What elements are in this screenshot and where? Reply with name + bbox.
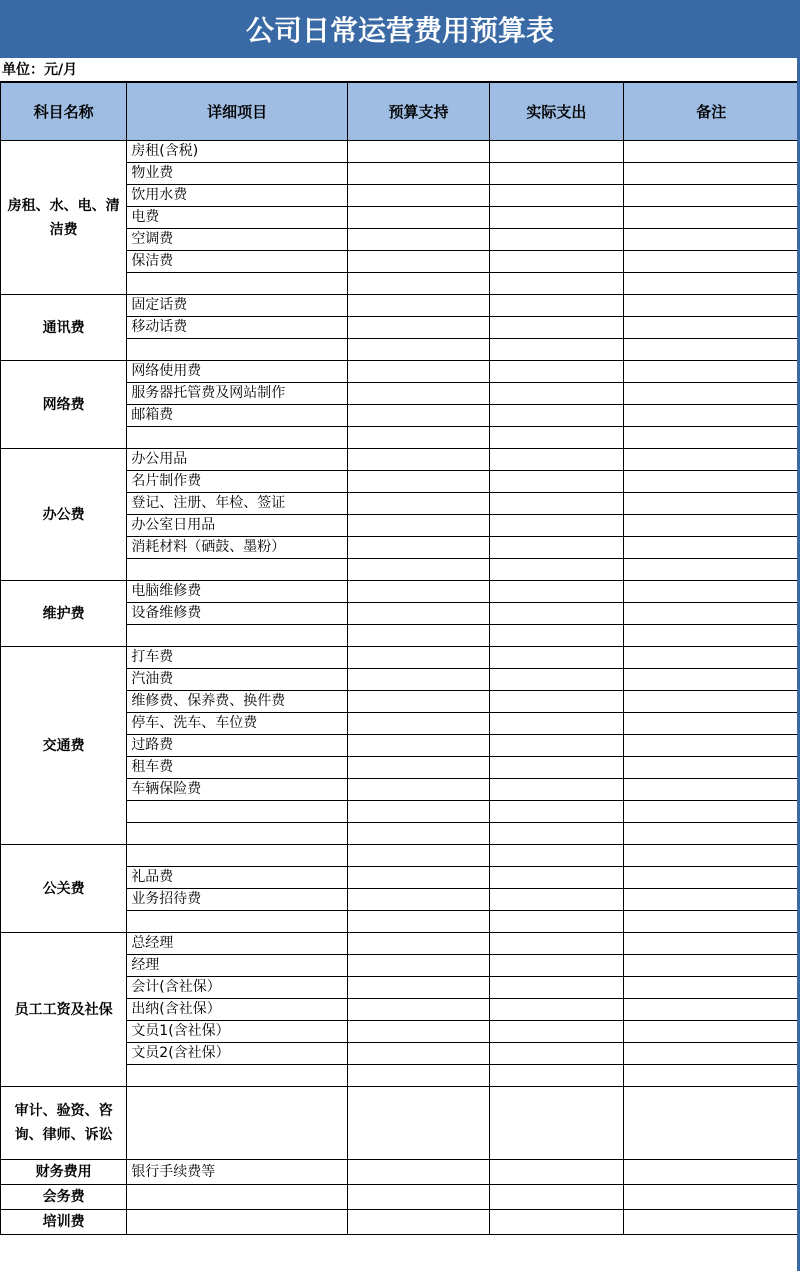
- actual-cell[interactable]: [490, 625, 623, 647]
- table-row: [1, 361, 800, 383]
- budget-cell[interactable]: [347, 889, 489, 911]
- note-cell[interactable]: [623, 405, 799, 427]
- budget-cell[interactable]: [347, 229, 489, 251]
- note-cell[interactable]: [623, 1210, 799, 1235]
- item-cell[interactable]: 总经理: [127, 933, 348, 955]
- actual-cell[interactable]: [490, 273, 623, 295]
- actual-cell[interactable]: [490, 911, 623, 933]
- note-cell[interactable]: [623, 1185, 799, 1210]
- item-cell[interactable]: 服务器托管费及网站制作: [127, 383, 348, 405]
- actual-cell[interactable]: [490, 757, 623, 779]
- actual-cell[interactable]: [490, 977, 623, 999]
- note-cell[interactable]: [623, 559, 799, 581]
- item-cell[interactable]: 登记、注册、年检、签证: [127, 493, 348, 515]
- category-name: 通讯费: [1, 295, 127, 361]
- note-cell[interactable]: [623, 163, 799, 185]
- budget-cell[interactable]: [347, 801, 489, 823]
- note-cell[interactable]: [623, 185, 799, 207]
- item-cell[interactable]: 办公用品: [127, 449, 348, 471]
- actual-cell[interactable]: [490, 867, 623, 889]
- budget-cell[interactable]: [347, 823, 489, 845]
- item-cell[interactable]: 名片制作费: [127, 471, 348, 493]
- header-row: [1, 83, 800, 141]
- actual-cell[interactable]: [490, 999, 623, 1021]
- budget-cell[interactable]: [347, 669, 489, 691]
- unit-label: 单位：元/月: [0, 58, 800, 82]
- budget-cell[interactable]: [347, 779, 489, 801]
- budget-cell[interactable]: [347, 317, 489, 339]
- category-name: 公关费: [1, 845, 127, 933]
- actual-cell[interactable]: [490, 141, 623, 163]
- item-cell[interactable]: 消耗材料（硒鼓、墨粉）: [127, 537, 348, 559]
- header-note: 备注: [623, 83, 799, 141]
- actual-cell[interactable]: [490, 603, 623, 625]
- budget-cell[interactable]: [347, 911, 489, 933]
- budget-cell[interactable]: [347, 207, 489, 229]
- budget-cell[interactable]: [347, 625, 489, 647]
- item-cell[interactable]: 饮用水费: [127, 185, 348, 207]
- actual-cell[interactable]: [490, 515, 623, 537]
- note-cell[interactable]: [623, 955, 799, 977]
- actual-cell[interactable]: [490, 427, 623, 449]
- budget-cell[interactable]: [347, 471, 489, 493]
- note-cell[interactable]: [623, 273, 799, 295]
- actual-cell[interactable]: [490, 735, 623, 757]
- item-cell[interactable]: [127, 273, 348, 295]
- budget-cell[interactable]: [347, 295, 489, 317]
- budget-cell[interactable]: [347, 647, 489, 669]
- header-category: 科目名称: [1, 83, 127, 141]
- item-cell[interactable]: [127, 1210, 348, 1235]
- note-cell[interactable]: [623, 889, 799, 911]
- note-cell[interactable]: [623, 933, 799, 955]
- note-cell[interactable]: [623, 1087, 799, 1160]
- budget-cell[interactable]: [347, 1185, 489, 1210]
- category-name: 员工工资及社保: [1, 933, 127, 1087]
- note-cell[interactable]: [623, 845, 799, 867]
- budget-cell[interactable]: [347, 735, 489, 757]
- budget-cell[interactable]: [347, 1160, 489, 1185]
- actual-cell[interactable]: [490, 779, 623, 801]
- budget-cell[interactable]: [347, 405, 489, 427]
- actual-cell[interactable]: [490, 163, 623, 185]
- actual-cell[interactable]: [490, 1160, 623, 1185]
- item-cell[interactable]: [127, 801, 348, 823]
- note-cell[interactable]: [623, 537, 799, 559]
- item-cell[interactable]: [127, 559, 348, 581]
- budget-cell[interactable]: [347, 691, 489, 713]
- header-budget: 预算支持: [347, 83, 489, 141]
- item-cell[interactable]: [127, 911, 348, 933]
- actual-cell[interactable]: [490, 339, 623, 361]
- item-cell[interactable]: 固定话费: [127, 295, 348, 317]
- note-cell[interactable]: [623, 977, 799, 999]
- item-cell[interactable]: 汽油费: [127, 669, 348, 691]
- note-cell[interactable]: [623, 449, 799, 471]
- budget-cell[interactable]: [347, 449, 489, 471]
- category-name: 维护费: [1, 581, 127, 647]
- budget-cell[interactable]: [347, 757, 489, 779]
- item-cell[interactable]: 办公室日用品: [127, 515, 348, 537]
- category-name: 会务费: [1, 1185, 127, 1210]
- actual-cell[interactable]: [490, 1043, 623, 1065]
- budget-cell[interactable]: [347, 273, 489, 295]
- category-name: 交通费: [1, 647, 127, 845]
- actual-cell[interactable]: [490, 1210, 623, 1235]
- note-cell[interactable]: [623, 339, 799, 361]
- item-cell[interactable]: [127, 823, 348, 845]
- item-cell[interactable]: 停车、洗车、车位费: [127, 713, 348, 735]
- actual-cell[interactable]: [490, 1087, 623, 1160]
- note-cell[interactable]: [623, 625, 799, 647]
- item-cell[interactable]: 打车费: [127, 647, 348, 669]
- table-row: [1, 1087, 800, 1160]
- category-name: 网络费: [1, 361, 127, 449]
- item-cell[interactable]: 文员2(含社保）: [127, 1043, 348, 1065]
- budget-cell[interactable]: [347, 339, 489, 361]
- actual-cell[interactable]: [490, 823, 623, 845]
- actual-cell[interactable]: [490, 801, 623, 823]
- category-name: 审计、验资、咨询、律师、诉讼: [1, 1087, 127, 1160]
- item-cell[interactable]: 租车费: [127, 757, 348, 779]
- item-cell[interactable]: 网络使用费: [127, 361, 348, 383]
- budget-cell[interactable]: [347, 867, 489, 889]
- actual-cell[interactable]: [490, 955, 623, 977]
- actual-cell[interactable]: [490, 713, 623, 735]
- budget-cell[interactable]: [347, 251, 489, 273]
- note-cell[interactable]: [623, 691, 799, 713]
- note-cell[interactable]: [623, 823, 799, 845]
- header-actual: 实际支出: [490, 83, 623, 141]
- category-name: 办公费: [1, 449, 127, 581]
- note-cell[interactable]: [623, 647, 799, 669]
- item-cell[interactable]: 移动话费: [127, 317, 348, 339]
- actual-cell[interactable]: [490, 669, 623, 691]
- actual-cell[interactable]: [490, 1065, 623, 1087]
- item-cell[interactable]: [127, 1065, 348, 1087]
- note-cell[interactable]: [623, 713, 799, 735]
- budget-table: [0, 82, 800, 1235]
- note-cell[interactable]: [623, 1043, 799, 1065]
- note-cell[interactable]: [623, 603, 799, 625]
- budget-cell[interactable]: [347, 185, 489, 207]
- item-cell[interactable]: [127, 625, 348, 647]
- actual-cell[interactable]: [490, 383, 623, 405]
- actual-cell[interactable]: [490, 361, 623, 383]
- item-cell[interactable]: 过路费: [127, 735, 348, 757]
- note-cell[interactable]: [623, 1160, 799, 1185]
- table-row: [1, 647, 800, 669]
- actual-cell[interactable]: [490, 251, 623, 273]
- item-cell[interactable]: 维修费、保养费、换件费: [127, 691, 348, 713]
- note-cell[interactable]: [623, 427, 799, 449]
- budget-cell[interactable]: [347, 537, 489, 559]
- item-cell[interactable]: [127, 845, 348, 867]
- actual-cell[interactable]: [490, 537, 623, 559]
- actual-cell[interactable]: [490, 889, 623, 911]
- table-row: [1, 1210, 800, 1235]
- note-cell[interactable]: [623, 867, 799, 889]
- actual-cell[interactable]: [490, 229, 623, 251]
- actual-cell[interactable]: [490, 493, 623, 515]
- table-row: [1, 1160, 800, 1185]
- budget-cell[interactable]: [347, 1087, 489, 1160]
- actual-cell[interactable]: [490, 845, 623, 867]
- note-cell[interactable]: [623, 999, 799, 1021]
- note-cell[interactable]: [623, 581, 799, 603]
- budget-cell[interactable]: [347, 933, 489, 955]
- item-cell[interactable]: 礼品费: [127, 867, 348, 889]
- actual-cell[interactable]: [490, 559, 623, 581]
- item-cell[interactable]: 经理: [127, 955, 348, 977]
- actual-cell[interactable]: [490, 405, 623, 427]
- note-cell[interactable]: [623, 779, 799, 801]
- budget-cell[interactable]: [347, 515, 489, 537]
- actual-cell[interactable]: [490, 647, 623, 669]
- note-cell[interactable]: [623, 229, 799, 251]
- note-cell[interactable]: [623, 383, 799, 405]
- item-cell[interactable]: 会计(含社保）: [127, 977, 348, 999]
- note-cell[interactable]: [623, 141, 799, 163]
- note-cell[interactable]: [623, 911, 799, 933]
- budget-cell[interactable]: [347, 383, 489, 405]
- category-name: 财务费用: [1, 1160, 127, 1185]
- budget-cell[interactable]: [347, 845, 489, 867]
- item-cell[interactable]: 电费: [127, 207, 348, 229]
- table-row: [1, 1185, 800, 1210]
- table-row: [1, 933, 800, 955]
- item-cell[interactable]: 出纳(含社保）: [127, 999, 348, 1021]
- note-cell[interactable]: [623, 317, 799, 339]
- budget-cell[interactable]: [347, 493, 489, 515]
- item-cell[interactable]: [127, 427, 348, 449]
- actual-cell[interactable]: [490, 1185, 623, 1210]
- note-cell[interactable]: [623, 295, 799, 317]
- item-cell[interactable]: 业务招待费: [127, 889, 348, 911]
- note-cell[interactable]: [623, 515, 799, 537]
- budget-cell[interactable]: [347, 1043, 489, 1065]
- budget-cell[interactable]: [347, 1210, 489, 1235]
- item-cell[interactable]: 邮箱费: [127, 405, 348, 427]
- actual-cell[interactable]: [490, 449, 623, 471]
- budget-cell[interactable]: [347, 141, 489, 163]
- item-cell[interactable]: 物业费: [127, 163, 348, 185]
- budget-cell[interactable]: [347, 427, 489, 449]
- budget-cell[interactable]: [347, 603, 489, 625]
- table-row: [1, 295, 800, 317]
- table-row: [1, 449, 800, 471]
- actual-cell[interactable]: [490, 581, 623, 603]
- budget-cell[interactable]: [347, 361, 489, 383]
- note-cell[interactable]: [623, 757, 799, 779]
- actual-cell[interactable]: [490, 207, 623, 229]
- table-row: [1, 845, 800, 867]
- item-cell[interactable]: [127, 339, 348, 361]
- budget-cell[interactable]: [347, 581, 489, 603]
- note-cell[interactable]: [623, 207, 799, 229]
- note-cell[interactable]: [623, 1065, 799, 1087]
- actual-cell[interactable]: [490, 295, 623, 317]
- item-cell[interactable]: [127, 1087, 348, 1160]
- budget-cell[interactable]: [347, 713, 489, 735]
- actual-cell[interactable]: [490, 185, 623, 207]
- actual-cell[interactable]: [490, 933, 623, 955]
- note-cell[interactable]: [623, 669, 799, 691]
- note-cell[interactable]: [623, 471, 799, 493]
- table-row: [1, 141, 800, 163]
- item-cell[interactable]: 电脑维修费: [127, 581, 348, 603]
- item-cell[interactable]: 设备维修费: [127, 603, 348, 625]
- page-title: 公司日常运营费用预算表: [0, 0, 800, 58]
- actual-cell[interactable]: [490, 317, 623, 339]
- category-name: 培训费: [1, 1210, 127, 1235]
- note-cell[interactable]: [623, 493, 799, 515]
- budget-cell[interactable]: [347, 999, 489, 1021]
- budget-cell[interactable]: [347, 977, 489, 999]
- item-cell[interactable]: 保洁费: [127, 251, 348, 273]
- header-item: 详细项目: [127, 83, 348, 141]
- note-cell[interactable]: [623, 1021, 799, 1043]
- note-cell[interactable]: [623, 251, 799, 273]
- item-cell[interactable]: 银行手续费等: [127, 1160, 348, 1185]
- category-name: 房租、水、电、清洁费: [1, 141, 127, 295]
- budget-cell[interactable]: [347, 559, 489, 581]
- table-row: [1, 581, 800, 603]
- item-cell[interactable]: 空调费: [127, 229, 348, 251]
- actual-cell[interactable]: [490, 471, 623, 493]
- note-cell[interactable]: [623, 361, 799, 383]
- item-cell[interactable]: 车辆保险费: [127, 779, 348, 801]
- item-cell[interactable]: 文员1(含社保）: [127, 1021, 348, 1043]
- budget-cell[interactable]: [347, 1065, 489, 1087]
- budget-cell[interactable]: [347, 163, 489, 185]
- actual-cell[interactable]: [490, 1021, 623, 1043]
- item-cell[interactable]: [127, 1185, 348, 1210]
- item-cell[interactable]: 房租(含税): [127, 141, 348, 163]
- budget-cell[interactable]: [347, 1021, 489, 1043]
- table-body: [1, 141, 800, 1235]
- budget-cell[interactable]: [347, 955, 489, 977]
- actual-cell[interactable]: [490, 691, 623, 713]
- note-cell[interactable]: [623, 735, 799, 757]
- note-cell[interactable]: [623, 801, 799, 823]
